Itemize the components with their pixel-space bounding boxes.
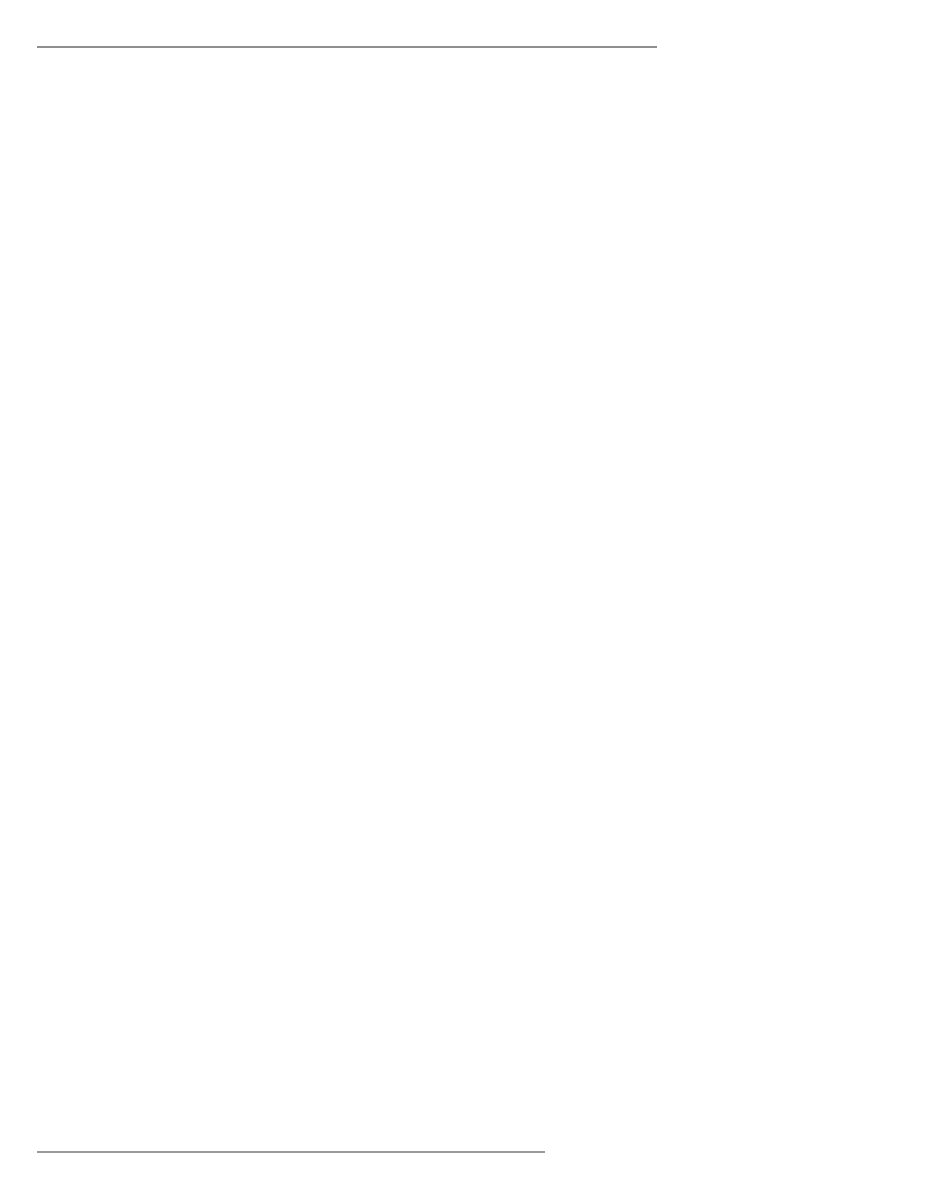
olive-corner-block bbox=[849, 0, 911, 59]
col-fundamental-period bbox=[192, 93, 532, 119]
spectrum-plot-c bbox=[620, 760, 890, 776]
col-reduction bbox=[532, 93, 866, 145]
table3-section bbox=[62, 86, 866, 145]
spectrum-plot-a bbox=[60, 760, 330, 776]
footer-rule bbox=[37, 1151, 545, 1153]
col-frame bbox=[62, 93, 192, 145]
spectrum-plot-b bbox=[340, 760, 610, 776]
header-rule bbox=[37, 46, 657, 48]
col-unstrengthened bbox=[192, 119, 372, 145]
col-strengthened bbox=[372, 119, 532, 145]
table3-header bbox=[62, 93, 866, 145]
